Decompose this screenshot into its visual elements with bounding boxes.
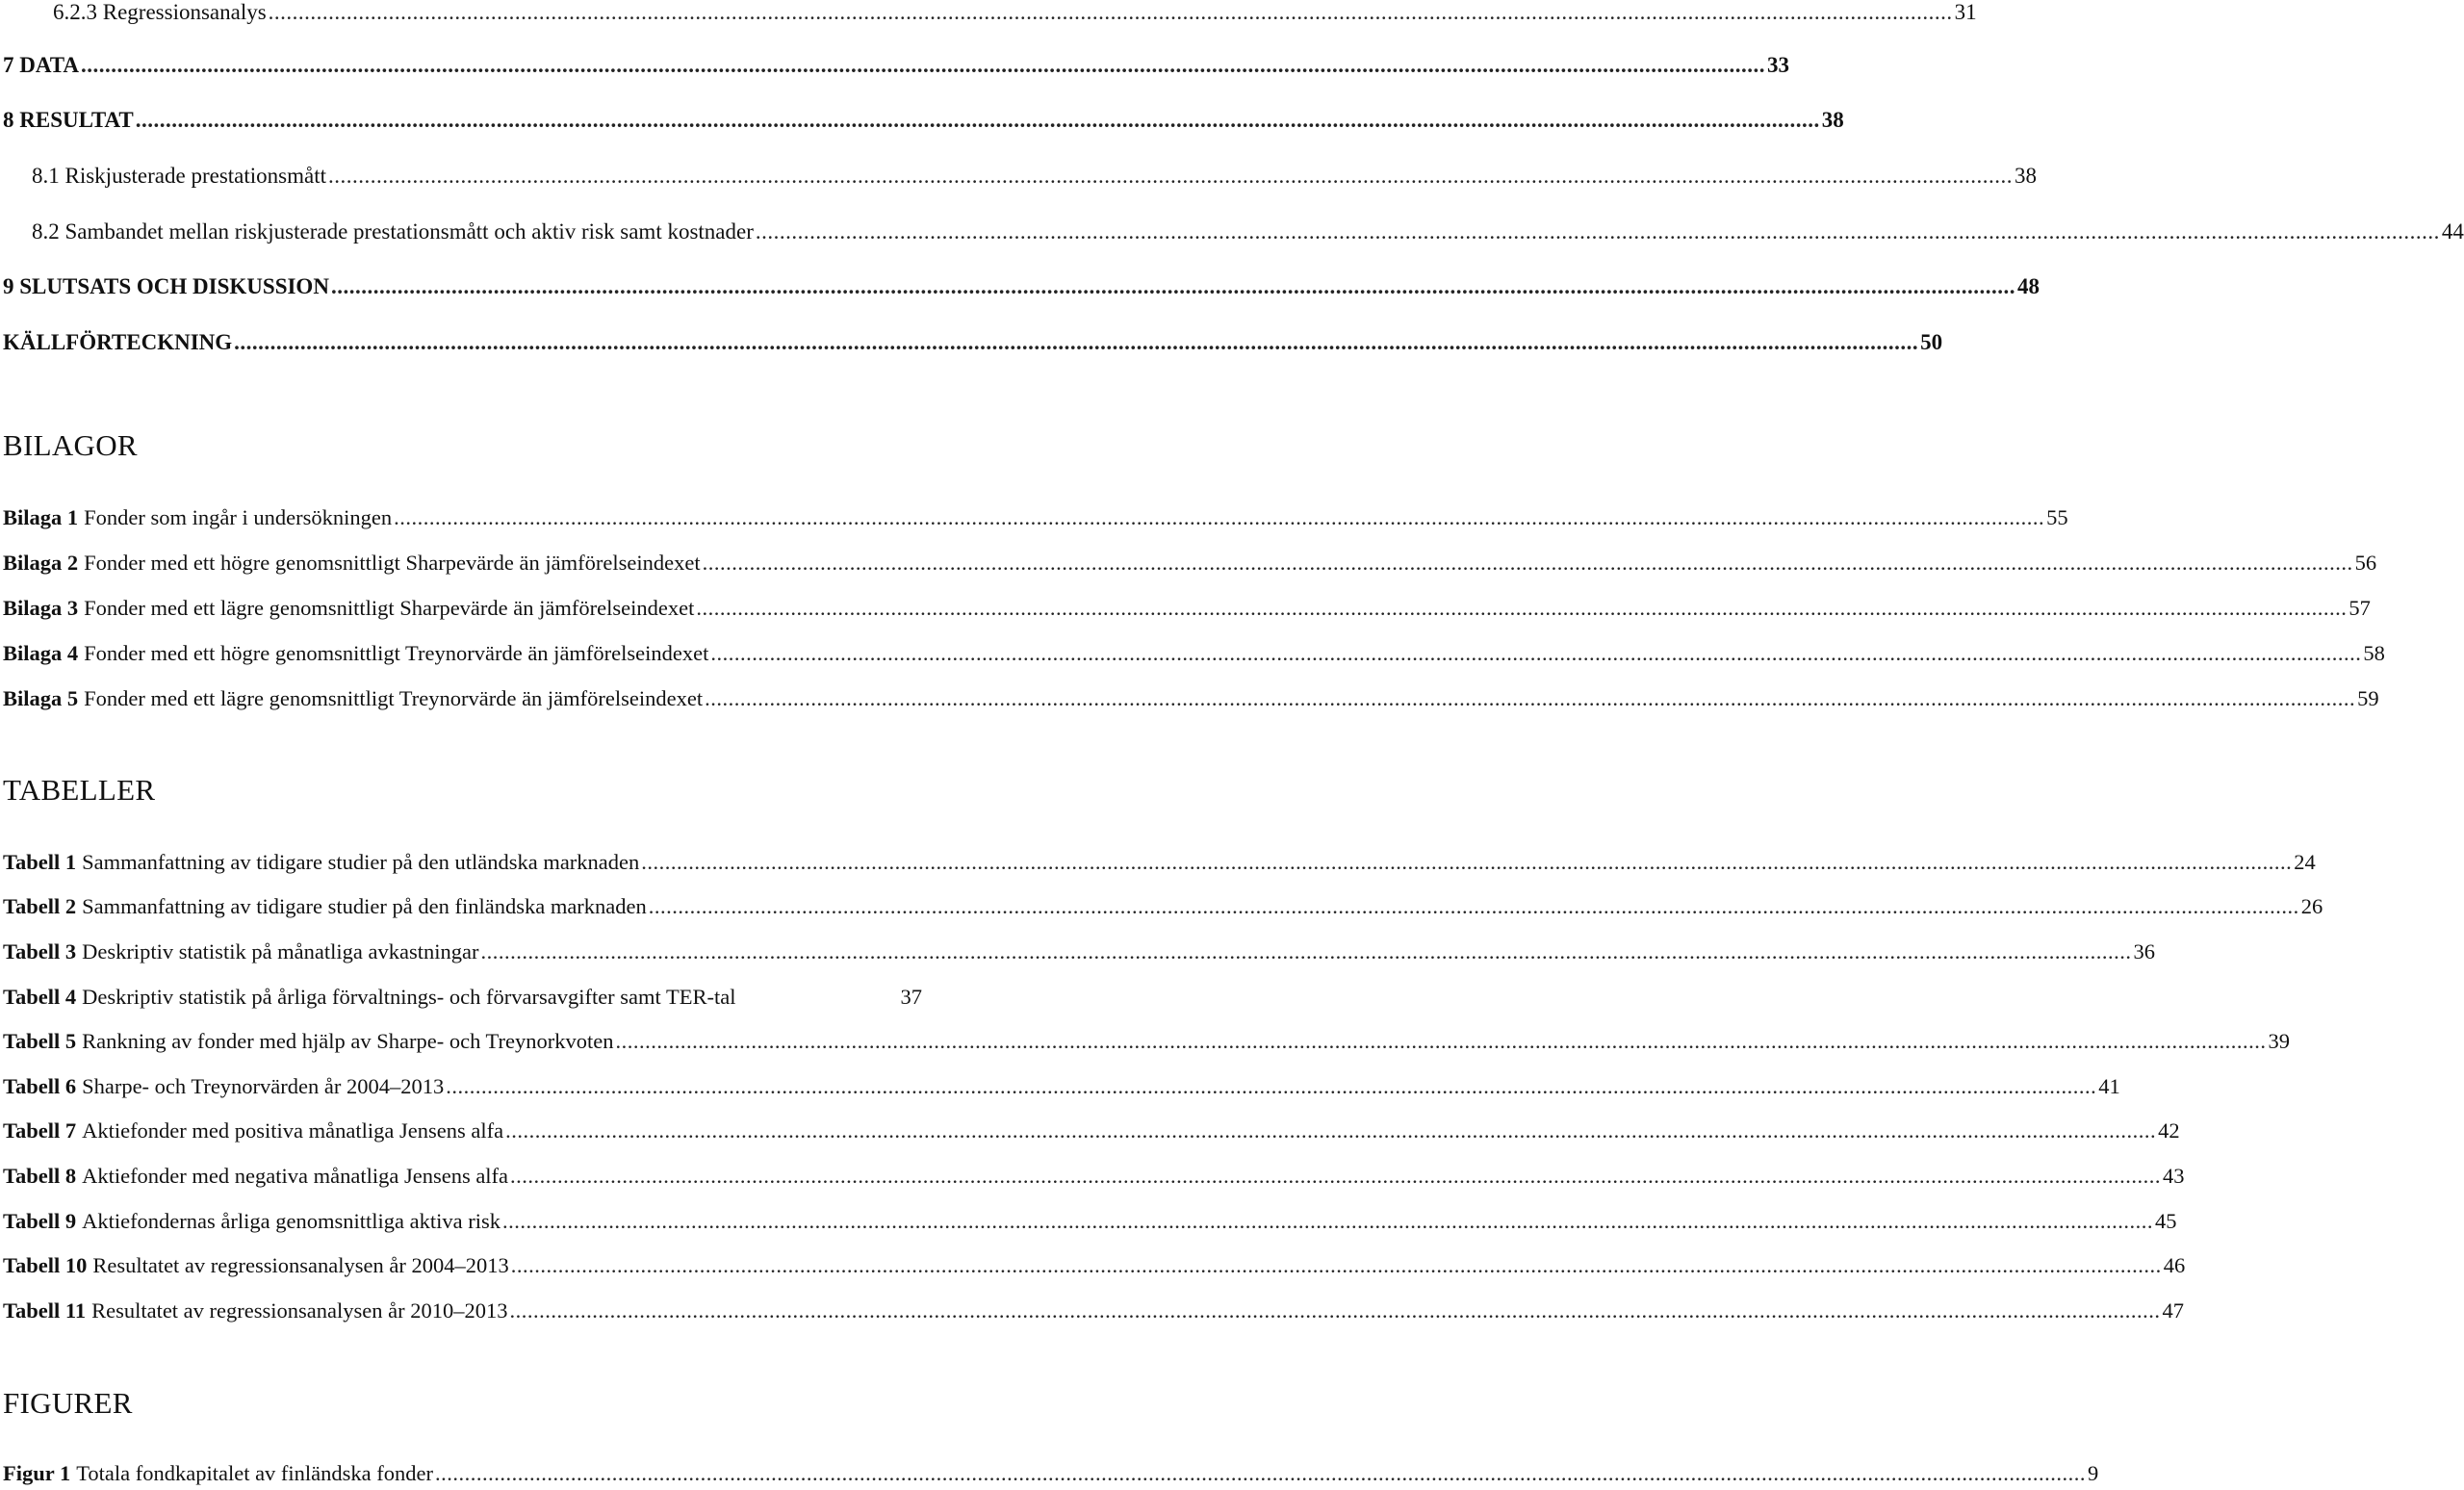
toc-entry[interactable]	[53, 0, 1977, 25]
item-prefix: Bilaga 5	[3, 686, 79, 710]
list-item[interactable]	[3, 596, 2371, 621]
list-item[interactable]	[3, 1298, 2184, 1323]
dot-leader	[505, 1118, 2156, 1143]
list-item[interactable]	[3, 1461, 2099, 1486]
item-prefix: Tabell 9	[3, 1209, 77, 1233]
list-item[interactable]	[3, 985, 922, 1010]
item-page: 41	[2098, 1074, 2120, 1098]
item-prefix: Tabell 1	[3, 850, 77, 874]
item-prefix: Tabell 5	[3, 1029, 77, 1053]
list-item[interactable]	[3, 894, 2323, 919]
toc-entry-page: 33	[1767, 53, 1790, 77]
dot-leader	[703, 551, 2353, 576]
item-page: 36	[2133, 939, 2155, 963]
list-item[interactable]	[3, 686, 2379, 711]
item-prefix: Tabell 11	[3, 1298, 87, 1323]
item-text: Aktiefonder med negativa månatliga Jensens alfa	[82, 1164, 509, 1188]
dot-leader	[331, 274, 2015, 299]
toc-entry-label: 6.2.3 Regressionsanalys	[53, 0, 267, 24]
dot-leader	[710, 641, 2361, 666]
item-page: 45	[2154, 1209, 2177, 1233]
item-prefix: Tabell 3	[3, 939, 77, 963]
dot-leader	[480, 939, 2131, 964]
item-page: 43	[2163, 1164, 2185, 1188]
list-item[interactable]	[3, 1074, 2120, 1099]
item-prefix: Bilaga 1	[3, 505, 79, 529]
dot-leader	[649, 894, 2299, 919]
item-text: Fonder med ett högre genomsnittligt Treynorvärde än jämförelseindexet	[84, 641, 709, 665]
item-text: Resultatet av regressionsanalysen år 2010–2013	[91, 1298, 508, 1323]
item-text: Fonder som ingår i undersökningen	[84, 505, 393, 529]
dot-leader	[511, 1253, 2162, 1278]
dot-leader	[394, 505, 2044, 530]
item-page: 57	[2348, 596, 2371, 620]
item-text: Deskriptiv statistik på årliga förvaltnings- och förvarsavgifter samt TER-tal	[82, 985, 736, 1009]
dot-leader	[81, 53, 1765, 78]
dot-leader	[509, 1298, 2160, 1323]
item-page: 47	[2162, 1298, 2184, 1323]
item-page: 59	[2357, 686, 2379, 710]
toc-entry[interactable]	[3, 108, 1844, 133]
toc-entry[interactable]	[32, 164, 2037, 189]
item-text: Deskriptiv statistik på månatliga avkastningar	[82, 939, 479, 963]
item-text: Sammanfattning av tidigare studier på den utländska marknaden	[82, 850, 640, 874]
item-prefix: Bilaga 3	[3, 596, 79, 620]
toc-entry-page: 31	[1954, 0, 1977, 24]
section-heading-bilagor: BILAGOR	[3, 428, 138, 462]
dot-leader	[446, 1074, 2096, 1099]
item-page: 42	[2158, 1118, 2180, 1143]
item-page: 37	[900, 985, 922, 1009]
dot-leader	[136, 108, 1820, 133]
dot-leader	[502, 1209, 2153, 1234]
toc-entry-page: 38	[2014, 164, 2037, 188]
list-item[interactable]	[3, 939, 2155, 964]
dot-leader	[696, 596, 2347, 621]
section-heading-tabeller: TABELLER	[3, 773, 156, 807]
item-text: Fonder med ett högre genomsnittligt Sharpevärde än jämförelseindexet	[84, 551, 701, 575]
list-item[interactable]	[3, 551, 2377, 576]
dot-leader	[705, 686, 2355, 711]
item-prefix: Tabell 8	[3, 1164, 77, 1188]
list-item[interactable]	[3, 641, 2385, 666]
item-prefix: Bilaga 4	[3, 641, 79, 665]
list-item[interactable]	[3, 850, 2316, 875]
dot-leader	[641, 850, 2292, 875]
toc-entry-label: 8 RESULTAT	[3, 108, 134, 132]
item-text: Resultatet av regressionsanalysen år 2004–2013	[92, 1253, 509, 1277]
item-text: Fonder med ett lägre genomsnittligt Sharpevärde än jämförelseindexet	[84, 596, 695, 620]
item-text: Totala fondkapitalet av finländska fonder	[76, 1461, 434, 1485]
item-text: Fonder med ett lägre genomsnittligt Treynorvärde än jämförelseindexet	[84, 686, 704, 710]
toc-entry-page: 48	[2016, 274, 2040, 298]
section-heading-figurer: FIGURER	[3, 1386, 133, 1420]
toc-entry[interactable]	[3, 53, 1790, 78]
toc-entry-page: 44	[2441, 219, 2464, 244]
dot-leader	[269, 0, 1953, 25]
item-prefix: Figur 1	[3, 1461, 71, 1485]
item-prefix: Tabell 7	[3, 1118, 77, 1143]
item-page: 58	[2363, 641, 2385, 665]
item-text: Rankning av fonder med hjälp av Sharpe- och Treynorkvoten	[82, 1029, 614, 1053]
toc-entry-label: 7 DATA	[3, 53, 80, 77]
list-item[interactable]	[3, 505, 2068, 530]
item-page: 24	[2294, 850, 2316, 874]
toc-entry[interactable]	[3, 330, 1943, 355]
toc-entry-page: 38	[1821, 108, 1844, 132]
toc-entry[interactable]	[3, 274, 2040, 299]
item-prefix: Tabell 6	[3, 1074, 77, 1098]
item-text: Sharpe- och Treynorvärden år 2004–2013	[82, 1074, 445, 1098]
toc-entry-page: 50	[1920, 330, 1943, 354]
item-text: Aktiefonder med positiva månatliga Jensens alfa	[82, 1118, 504, 1143]
item-prefix: Bilaga 2	[3, 551, 79, 575]
toc-entry-label: 8.1 Riskjusterade prestationsmått	[32, 164, 326, 188]
dot-leader	[234, 330, 1918, 355]
item-page: 9	[2088, 1461, 2099, 1485]
toc-entry-label: KÄLLFÖRTECKNING	[3, 330, 233, 354]
dot-leader	[756, 219, 2440, 244]
item-text: Sammanfattning av tidigare studier på den finländska marknaden	[82, 894, 647, 918]
item-prefix: Tabell 10	[3, 1253, 88, 1277]
list-item[interactable]	[3, 1164, 2185, 1189]
dot-leader	[510, 1164, 2161, 1189]
toc-entry-label: 9 SLUTSATS OCH DISKUSSION	[3, 274, 329, 298]
item-text: Aktiefondernas årliga genomsnittliga aktiva risk	[82, 1209, 500, 1233]
item-page: 26	[2300, 894, 2323, 918]
item-prefix: Tabell 2	[3, 894, 77, 918]
item-page: 39	[2268, 1029, 2290, 1053]
toc-entry[interactable]	[32, 219, 2464, 244]
list-item[interactable]	[3, 1118, 2180, 1143]
dot-leader	[435, 1461, 2086, 1486]
item-page: 56	[2354, 551, 2377, 575]
item-page: 46	[2163, 1253, 2186, 1277]
toc-entry-label: 8.2 Sambandet mellan riskjusterade prestationsmått och aktiv risk samt kostnader	[32, 219, 754, 244]
dot-leader	[615, 1029, 2266, 1054]
list-item[interactable]	[3, 1029, 2290, 1054]
list-item[interactable]	[3, 1253, 2186, 1278]
item-prefix: Tabell 4	[3, 985, 77, 1009]
dot-leader	[328, 164, 2013, 189]
list-item[interactable]	[3, 1209, 2177, 1234]
item-page: 55	[2046, 505, 2068, 529]
